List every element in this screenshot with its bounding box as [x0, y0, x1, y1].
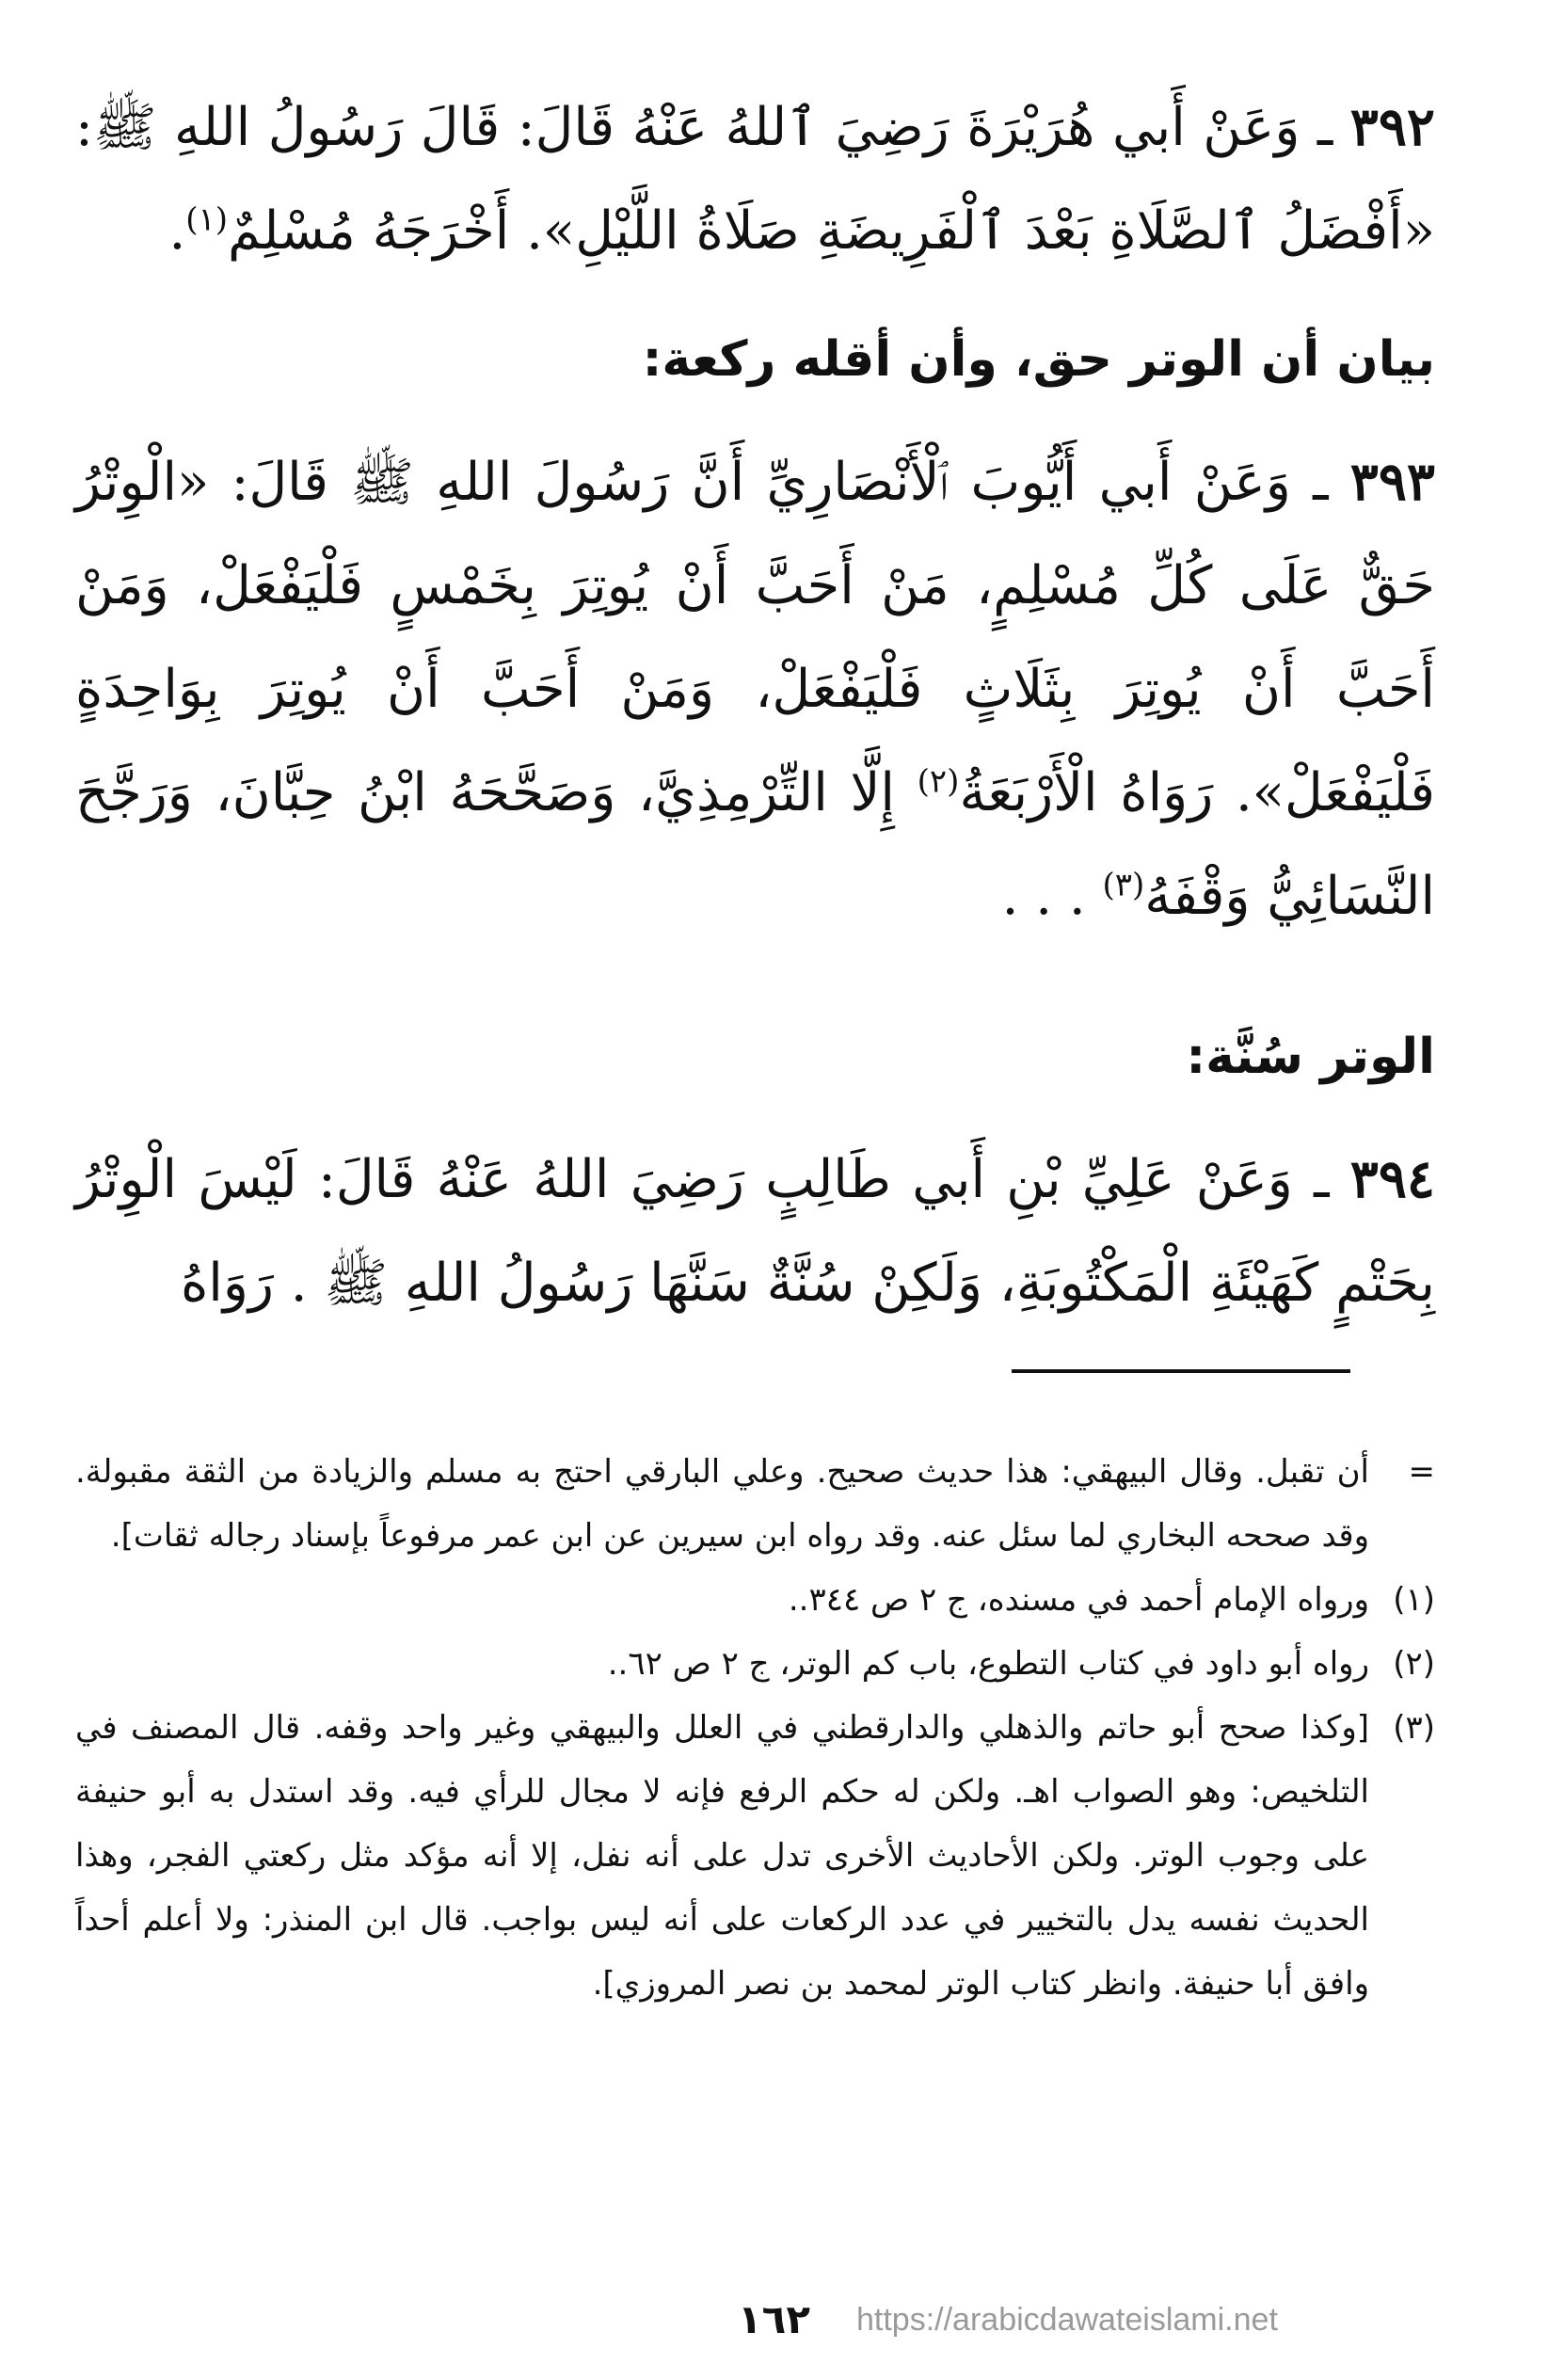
hadith-text: ـ وَعَنْ أَبي أَيُّوبَ ٱلْأَنْصَارِيِّ أَنَّ رَسُولَ اللهِ ﷺ قَالَ: «الْوِتْرُ حَقٌّ عَلَى كُلِّ مُسْلِمٍ، مَنْ أَحَبَّ أَنْ يُوتِرَ بِخَمْسٍ فَلْيَفْعَلْ، وَمَنْ أَحَبَّ أَنْ يُوتِرَ بِثَلَاثٍ فَلْيَفْعَلْ، وَمَنْ أَحَبَّ أَنْ يُوتِرَ بِوَاحِدَةٍ فَلْيَفْعَلْ». رَوَاهُ الْأَرْبَعَةُ: [75, 452, 1435, 823]
footnote-2: [75, 1632, 1435, 1696]
footnote-text: أن تقبل. وقال البيهقي: هذا حديث صحيح. وعلي البارقي احتج به مسلم والزيادة من الثقة مقبولة. وقد صححه البخاري لما سئل عنه. وقد رواه ابن سيرين عن ابن عمر مرفوعاً بإسناد رجاله ثقات].: [75, 1453, 1369, 1555]
section-heading: بيان أن الوتر حق، وأن أقله ركعة:: [642, 331, 1435, 388]
hadith-392: [75, 75, 1435, 283]
hadith-number: ٣٩٤: [1349, 1148, 1435, 1210]
footnote-mark: (٢): [1393, 1645, 1435, 1683]
hadith-number: ٣٩٢: [1349, 96, 1435, 158]
footnote-mark: (٣): [1393, 1709, 1435, 1747]
hadith-394: [75, 1127, 1435, 1335]
footnote-3: [75, 1696, 1435, 2016]
main-text: [75, 75, 1435, 1369]
footnote-divider: [1012, 1369, 1350, 1373]
footnote-1: [75, 1568, 1435, 1632]
footnote-mark: (١): [1393, 1581, 1435, 1619]
footnote-text: [وكذا صحح أبو حاتم والذهلي والدارقطني في العلل والبيهقي وغير واحد وقفه. قال المصنف في التلخيص: وهو الصواب اهـ. ولكن له حكم الرفع فإنه لا مجال للرأي فيه. وقد استدل به أبو حنيفة على وجوب الوتر. ولكن الأحاديث الأخرى تدل على أنه نفل، إلا أنه مؤكد مثل ركعتي الفجر، وهذا الحديث نفسه يدل بالتخيير في عدد الركعات على أنه ليس بواجب. قال ابن المنذر: ولا أعلم أحداً وافق أبا حنيفة. وانظر كتاب الوتر لمحمد بن نصر المروزي].: [75, 1709, 1369, 2003]
footnote-ref: (٢): [917, 762, 960, 801]
footnotes: [75, 1440, 1435, 2016]
hadith-number: ٣٩٣: [1349, 451, 1435, 513]
page-number: ١٦٢: [738, 2296, 810, 2342]
hadith-end: . . .: [1001, 866, 1103, 927]
footnote-ref: (٣): [1102, 866, 1145, 904]
footnote-continuation: [75, 1440, 1435, 1568]
footnote-ref: (١): [185, 200, 229, 239]
section-heading: الوتر سُنَّة:: [1186, 1029, 1435, 1085]
footnote-mark: =: [1408, 1453, 1435, 1491]
footnote-text: ورواه الإمام أحمد في مسنده، ج ٢ ص ٣٤٤..: [788, 1581, 1369, 1619]
hadith-text: ـ وَعَنْ أَبي هُرَيْرَةَ رَضِيَ ٱللهُ عَنْهُ قَالَ: قَالَ رَسُولُ اللهِ ﷺ: «أَفْضَلُ ٱلصَّلَاةِ بَعْدَ ٱلْفَرِيضَةِ صَلَاةُ اللَّيْلِ». أَخْرَجَهُ مُسْلِمٌ: [75, 97, 1435, 262]
footnote-text: رواه أبو داود في كتاب التطوع، باب كم الوتر، ج ٢ ص ٦٢..: [607, 1645, 1369, 1683]
hadith-end: .: [168, 200, 186, 262]
page-footer: [0, 2296, 1548, 2353]
hadith-text: ـ وَعَنْ عَلِيِّ بْنِ أَبي طَالِبٍ رَضِيَ اللهُ عَنْهُ قَالَ: لَيْسَ الْوِتْرُ بِحَتْمٍ كَهَيْئَةِ الْمَكْتُوبَةِ، وَلَكِنْ سُنَّةٌ سَنَّهَا رَسُولُ اللهِ ﷺ . رَوَاهُ: [75, 1149, 1435, 1314]
hadith-text-continued: إِلَّا التِّرْمِذِيَّ، وَصَحَّحَهُ ابْنُ حِبَّانَ، وَرَجَّحَ النَّسَائِيُّ وَقْفَهُ: [75, 762, 1435, 927]
watermark-url: https://arabicdawateislami.net: [856, 2302, 1278, 2338]
hadith-393: [75, 430, 1435, 949]
